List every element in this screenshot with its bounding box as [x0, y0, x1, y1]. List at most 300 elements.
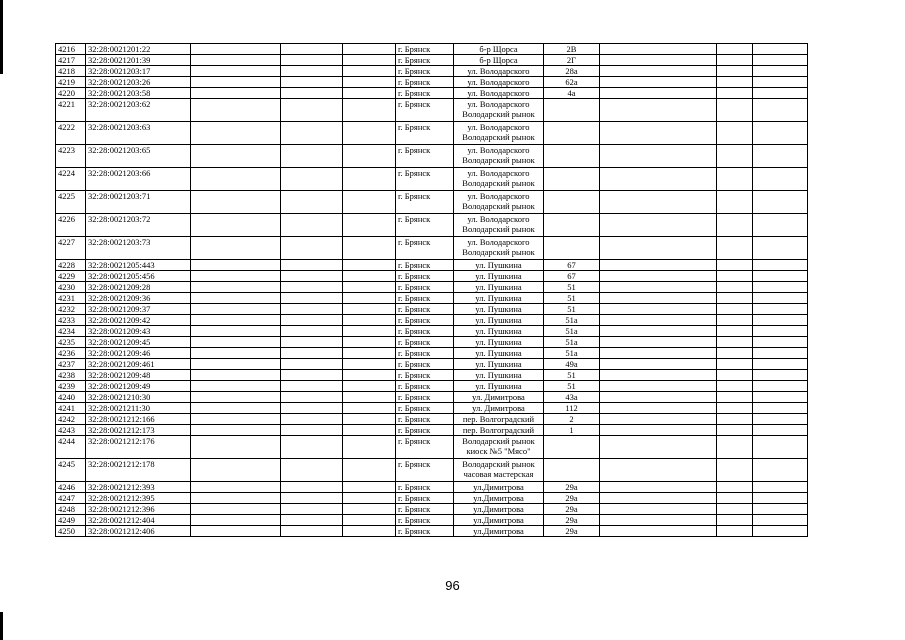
empty-cell — [343, 293, 396, 304]
empty-cell — [753, 99, 808, 122]
table-row — [56, 122, 808, 145]
house-number-cell: 1 — [544, 425, 600, 436]
empty-cell — [600, 504, 717, 515]
city-cell: г. Брянск — [396, 515, 454, 526]
city-cell: г. Брянск — [396, 526, 454, 537]
empty-cell — [191, 493, 281, 504]
empty-cell — [753, 337, 808, 348]
empty-cell — [600, 381, 717, 392]
empty-cell — [753, 459, 808, 482]
empty-cell — [343, 348, 396, 359]
house-number-cell: 51 — [544, 370, 600, 381]
empty-cell — [717, 282, 753, 293]
empty-cell — [281, 77, 343, 88]
empty-cell — [753, 271, 808, 282]
city-cell: г. Брянск — [396, 145, 454, 168]
address-cell: ул. Володарского Володарский рынок — [454, 99, 544, 122]
house-number-cell: 51а — [544, 326, 600, 337]
row-number-cell: 4244 — [56, 436, 86, 459]
empty-cell — [343, 191, 396, 214]
page-edge-mark — [0, 0, 3, 74]
empty-cell — [753, 77, 808, 88]
empty-cell — [191, 271, 281, 282]
empty-cell — [281, 293, 343, 304]
empty-cell — [191, 337, 281, 348]
address-cell: ул. Володарского — [454, 77, 544, 88]
empty-cell — [343, 381, 396, 392]
empty-cell — [191, 436, 281, 459]
empty-cell — [343, 99, 396, 122]
empty-cell — [753, 493, 808, 504]
city-cell: г. Брянск — [396, 99, 454, 122]
cadastral-number-cell: 32:28:0021209:43 — [86, 326, 191, 337]
row-number-cell: 4226 — [56, 214, 86, 237]
city-cell: г. Брянск — [396, 370, 454, 381]
empty-cell — [343, 359, 396, 370]
city-cell: г. Брянск — [396, 459, 454, 482]
empty-cell — [281, 304, 343, 315]
empty-cell — [753, 315, 808, 326]
empty-cell — [600, 337, 717, 348]
empty-cell — [191, 168, 281, 191]
empty-cell — [717, 425, 753, 436]
city-cell: г. Брянск — [396, 191, 454, 214]
empty-cell — [191, 403, 281, 414]
row-number-cell: 4243 — [56, 425, 86, 436]
empty-cell — [717, 66, 753, 77]
empty-cell — [191, 191, 281, 214]
house-number-cell: 2 — [544, 414, 600, 425]
house-number-cell — [544, 99, 600, 122]
empty-cell — [600, 88, 717, 99]
city-cell: г. Брянск — [396, 403, 454, 414]
address-cell: ул. Пушкина — [454, 370, 544, 381]
empty-cell — [753, 436, 808, 459]
empty-cell — [753, 237, 808, 260]
city-cell: г. Брянск — [396, 348, 454, 359]
empty-cell — [600, 436, 717, 459]
address-cell: ул. Володарского — [454, 88, 544, 99]
empty-cell — [600, 237, 717, 260]
empty-cell — [191, 370, 281, 381]
cadastral-number-cell: 32:28:0021212:404 — [86, 515, 191, 526]
row-number-cell: 4230 — [56, 282, 86, 293]
empty-cell — [753, 348, 808, 359]
address-cell: ул.Димитрова — [454, 504, 544, 515]
house-number-cell: 28а — [544, 66, 600, 77]
cadastral-number-cell: 32:28:0021201:22 — [86, 44, 191, 55]
table-row — [56, 55, 808, 66]
empty-cell — [600, 403, 717, 414]
empty-cell — [191, 237, 281, 260]
empty-cell — [281, 66, 343, 77]
empty-cell — [717, 392, 753, 403]
empty-cell — [281, 515, 343, 526]
address-cell: ул. Пушкина — [454, 293, 544, 304]
empty-cell — [191, 504, 281, 515]
empty-cell — [717, 370, 753, 381]
empty-cell — [600, 77, 717, 88]
cadastral-number-cell: 32:28:0021212:166 — [86, 414, 191, 425]
address-cell: ул. Пушкина — [454, 359, 544, 370]
empty-cell — [191, 99, 281, 122]
empty-cell — [600, 293, 717, 304]
house-number-cell: 29а — [544, 482, 600, 493]
city-cell: г. Брянск — [396, 77, 454, 88]
empty-cell — [191, 214, 281, 237]
empty-cell — [600, 44, 717, 55]
empty-cell — [600, 168, 717, 191]
empty-cell — [343, 168, 396, 191]
empty-cell — [753, 392, 808, 403]
cadastral-number-cell: 32:28:0021209:46 — [86, 348, 191, 359]
empty-cell — [281, 504, 343, 515]
empty-cell — [281, 44, 343, 55]
city-cell: г. Брянск — [396, 168, 454, 191]
cadastral-number-cell: 32:28:0021212:173 — [86, 425, 191, 436]
cadastral-number-cell: 32:28:0021212:396 — [86, 504, 191, 515]
empty-cell — [600, 66, 717, 77]
house-number-cell: 29а — [544, 526, 600, 537]
house-number-cell — [544, 214, 600, 237]
table-row — [56, 260, 808, 271]
cadastral-number-cell: 32:28:0021205:456 — [86, 271, 191, 282]
address-cell: ул. Володарского — [454, 66, 544, 77]
empty-cell — [281, 214, 343, 237]
row-number-cell: 4222 — [56, 122, 86, 145]
row-number-cell: 4216 — [56, 44, 86, 55]
address-cell: ул. Володарского Володарский рынок — [454, 168, 544, 191]
row-number-cell: 4228 — [56, 260, 86, 271]
empty-cell — [717, 304, 753, 315]
house-number-cell — [544, 145, 600, 168]
empty-cell — [753, 122, 808, 145]
empty-cell — [753, 370, 808, 381]
house-number-cell: 49а — [544, 359, 600, 370]
cadastral-number-cell: 32:28:0021203:63 — [86, 122, 191, 145]
empty-cell — [343, 271, 396, 282]
row-number-cell: 4229 — [56, 271, 86, 282]
empty-cell — [753, 44, 808, 55]
city-cell: г. Брянск — [396, 66, 454, 77]
empty-cell — [717, 122, 753, 145]
empty-cell — [281, 99, 343, 122]
empty-cell — [600, 55, 717, 66]
empty-cell — [753, 326, 808, 337]
empty-cell — [753, 282, 808, 293]
empty-cell — [717, 526, 753, 537]
empty-cell — [281, 359, 343, 370]
empty-cell — [753, 425, 808, 436]
row-number-cell: 4223 — [56, 145, 86, 168]
cadastral-number-cell: 32:28:0021212:406 — [86, 526, 191, 537]
empty-cell — [191, 122, 281, 145]
empty-cell — [717, 237, 753, 260]
empty-cell — [717, 315, 753, 326]
table-row — [56, 504, 808, 515]
row-number-cell: 4238 — [56, 370, 86, 381]
empty-cell — [600, 214, 717, 237]
empty-cell — [343, 337, 396, 348]
empty-cell — [717, 337, 753, 348]
city-cell: г. Брянск — [396, 237, 454, 260]
empty-cell — [281, 493, 343, 504]
cadastral-number-cell: 32:28:0021203:66 — [86, 168, 191, 191]
empty-cell — [717, 348, 753, 359]
table-row — [56, 403, 808, 414]
empty-cell — [191, 88, 281, 99]
city-cell: г. Брянск — [396, 392, 454, 403]
table-row — [56, 493, 808, 504]
address-cell: Володарский рынок часовая мастерская — [454, 459, 544, 482]
address-cell: ул. Димитрова — [454, 403, 544, 414]
empty-cell — [343, 414, 396, 425]
cadastral-number-cell: 32:28:0021210:30 — [86, 392, 191, 403]
row-number-cell: 4218 — [56, 66, 86, 77]
address-cell: ул. Пушкина — [454, 271, 544, 282]
row-number-cell: 4236 — [56, 348, 86, 359]
cadastral-number-cell: 32:28:0021203:62 — [86, 99, 191, 122]
empty-cell — [191, 359, 281, 370]
address-cell: ул. Пушкина — [454, 260, 544, 271]
table-row — [56, 293, 808, 304]
house-number-cell — [544, 436, 600, 459]
city-cell: г. Брянск — [396, 88, 454, 99]
house-number-cell: 51 — [544, 282, 600, 293]
empty-cell — [600, 99, 717, 122]
table-row — [56, 145, 808, 168]
empty-cell — [191, 304, 281, 315]
table-row — [56, 44, 808, 55]
empty-cell — [281, 348, 343, 359]
city-cell: г. Брянск — [396, 282, 454, 293]
cadastral-number-cell: 32:28:0021212:395 — [86, 493, 191, 504]
cadastral-number-cell: 32:28:0021203:58 — [86, 88, 191, 99]
empty-cell — [191, 414, 281, 425]
row-number-cell: 4245 — [56, 459, 86, 482]
city-cell: г. Брянск — [396, 436, 454, 459]
table-row — [56, 348, 808, 359]
empty-cell — [753, 191, 808, 214]
empty-cell — [717, 271, 753, 282]
empty-cell — [343, 88, 396, 99]
empty-cell — [600, 425, 717, 436]
empty-cell — [600, 348, 717, 359]
address-cell: ул. Пушкина — [454, 304, 544, 315]
house-number-cell: 67 — [544, 260, 600, 271]
cadastral-number-cell: 32:28:0021203:72 — [86, 214, 191, 237]
cadastral-number-cell: 32:28:0021212:176 — [86, 436, 191, 459]
empty-cell — [753, 482, 808, 493]
row-number-cell: 4227 — [56, 237, 86, 260]
empty-cell — [281, 88, 343, 99]
empty-cell — [343, 436, 396, 459]
empty-cell — [717, 326, 753, 337]
cadastral-number-cell: 32:28:0021203:65 — [86, 145, 191, 168]
empty-cell — [753, 515, 808, 526]
house-number-cell: 51 — [544, 293, 600, 304]
empty-cell — [281, 414, 343, 425]
table-row — [56, 482, 808, 493]
empty-cell — [600, 414, 717, 425]
empty-cell — [191, 425, 281, 436]
empty-cell — [717, 293, 753, 304]
city-cell: г. Брянск — [396, 315, 454, 326]
city-cell: г. Брянск — [396, 414, 454, 425]
table-row — [56, 425, 808, 436]
empty-cell — [191, 315, 281, 326]
empty-cell — [717, 191, 753, 214]
empty-cell — [281, 260, 343, 271]
empty-cell — [281, 425, 343, 436]
cadastral-number-cell: 32:28:0021203:71 — [86, 191, 191, 214]
address-cell: ул.Димитрова — [454, 482, 544, 493]
table-row — [56, 271, 808, 282]
empty-cell — [717, 403, 753, 414]
empty-cell — [343, 315, 396, 326]
city-cell: г. Брянск — [396, 504, 454, 515]
row-number-cell: 4219 — [56, 77, 86, 88]
row-number-cell: 4249 — [56, 515, 86, 526]
house-number-cell: 51а — [544, 337, 600, 348]
cadastral-number-cell: 32:28:0021209:49 — [86, 381, 191, 392]
empty-cell — [343, 482, 396, 493]
empty-cell — [717, 55, 753, 66]
empty-cell — [281, 381, 343, 392]
row-number-cell: 4239 — [56, 381, 86, 392]
city-cell: г. Брянск — [396, 381, 454, 392]
cadastral-number-cell: 32:28:0021203:26 — [86, 77, 191, 88]
house-number-cell: 4а — [544, 88, 600, 99]
table-row — [56, 214, 808, 237]
row-number-cell: 4250 — [56, 526, 86, 537]
cadastral-number-cell: 32:28:0021209:36 — [86, 293, 191, 304]
address-cell: ул.Димитрова — [454, 515, 544, 526]
house-number-cell: 29а — [544, 493, 600, 504]
empty-cell — [191, 459, 281, 482]
cadastral-number-cell: 32:28:0021205:443 — [86, 260, 191, 271]
empty-cell — [343, 459, 396, 482]
address-cell: б-р Щорса — [454, 55, 544, 66]
table-row — [56, 77, 808, 88]
empty-cell — [343, 370, 396, 381]
empty-cell — [753, 414, 808, 425]
table-row — [56, 370, 808, 381]
table-row — [56, 99, 808, 122]
empty-cell — [191, 66, 281, 77]
empty-cell — [343, 77, 396, 88]
empty-cell — [281, 145, 343, 168]
house-number-cell: 112 — [544, 403, 600, 414]
house-number-cell: 2Г — [544, 55, 600, 66]
address-cell: ул. Володарского Володарский рынок — [454, 145, 544, 168]
address-cell: ул. Димитрова — [454, 392, 544, 403]
row-number-cell: 4234 — [56, 326, 86, 337]
empty-cell — [281, 237, 343, 260]
empty-cell — [281, 191, 343, 214]
city-cell: г. Брянск — [396, 44, 454, 55]
cadastral-register-table — [55, 43, 808, 537]
empty-cell — [600, 145, 717, 168]
empty-cell — [343, 504, 396, 515]
table-row — [56, 515, 808, 526]
house-number-cell: 67 — [544, 271, 600, 282]
house-number-cell: 29а — [544, 504, 600, 515]
house-number-cell: 62а — [544, 77, 600, 88]
table-row — [56, 168, 808, 191]
row-number-cell: 4248 — [56, 504, 86, 515]
row-number-cell: 4242 — [56, 414, 86, 425]
empty-cell — [191, 392, 281, 403]
empty-cell — [191, 260, 281, 271]
empty-cell — [191, 526, 281, 537]
row-number-cell: 4246 — [56, 482, 86, 493]
empty-cell — [600, 493, 717, 504]
house-number-cell: 29а — [544, 515, 600, 526]
empty-cell — [600, 191, 717, 214]
row-number-cell: 4237 — [56, 359, 86, 370]
empty-cell — [281, 282, 343, 293]
empty-cell — [600, 260, 717, 271]
cadastral-number-cell: 32:28:0021209:48 — [86, 370, 191, 381]
empty-cell — [717, 214, 753, 237]
row-number-cell: 4231 — [56, 293, 86, 304]
city-cell: г. Брянск — [396, 359, 454, 370]
empty-cell — [343, 44, 396, 55]
table-row — [56, 436, 808, 459]
row-number-cell: 4224 — [56, 168, 86, 191]
address-cell: ул. Володарского Володарский рынок — [454, 191, 544, 214]
empty-cell — [753, 359, 808, 370]
empty-cell — [600, 122, 717, 145]
empty-cell — [191, 482, 281, 493]
page-number: 96 — [445, 578, 460, 593]
cadastral-number-cell: 32:28:0021203:17 — [86, 66, 191, 77]
house-number-cell: 43а — [544, 392, 600, 403]
table-row — [56, 381, 808, 392]
empty-cell — [600, 392, 717, 403]
empty-cell — [343, 214, 396, 237]
empty-cell — [281, 436, 343, 459]
house-number-cell: 51а — [544, 315, 600, 326]
house-number-cell: 51 — [544, 381, 600, 392]
empty-cell — [600, 526, 717, 537]
empty-cell — [191, 145, 281, 168]
empty-cell — [343, 392, 396, 403]
house-number-cell — [544, 191, 600, 214]
empty-cell — [717, 260, 753, 271]
empty-cell — [600, 271, 717, 282]
empty-cell — [191, 515, 281, 526]
cadastral-number-cell: 32:28:0021209:28 — [86, 282, 191, 293]
table-row — [56, 414, 808, 425]
empty-cell — [753, 504, 808, 515]
empty-cell — [717, 77, 753, 88]
empty-cell — [717, 88, 753, 99]
empty-cell — [717, 436, 753, 459]
address-cell: ул. Пушкина — [454, 315, 544, 326]
empty-cell — [343, 425, 396, 436]
empty-cell — [281, 168, 343, 191]
empty-cell — [343, 66, 396, 77]
empty-cell — [600, 315, 717, 326]
empty-cell — [600, 482, 717, 493]
empty-cell — [753, 526, 808, 537]
cadastral-number-cell: 32:28:0021212:393 — [86, 482, 191, 493]
city-cell: г. Брянск — [396, 337, 454, 348]
empty-cell — [600, 304, 717, 315]
house-number-cell: 51а — [544, 348, 600, 359]
